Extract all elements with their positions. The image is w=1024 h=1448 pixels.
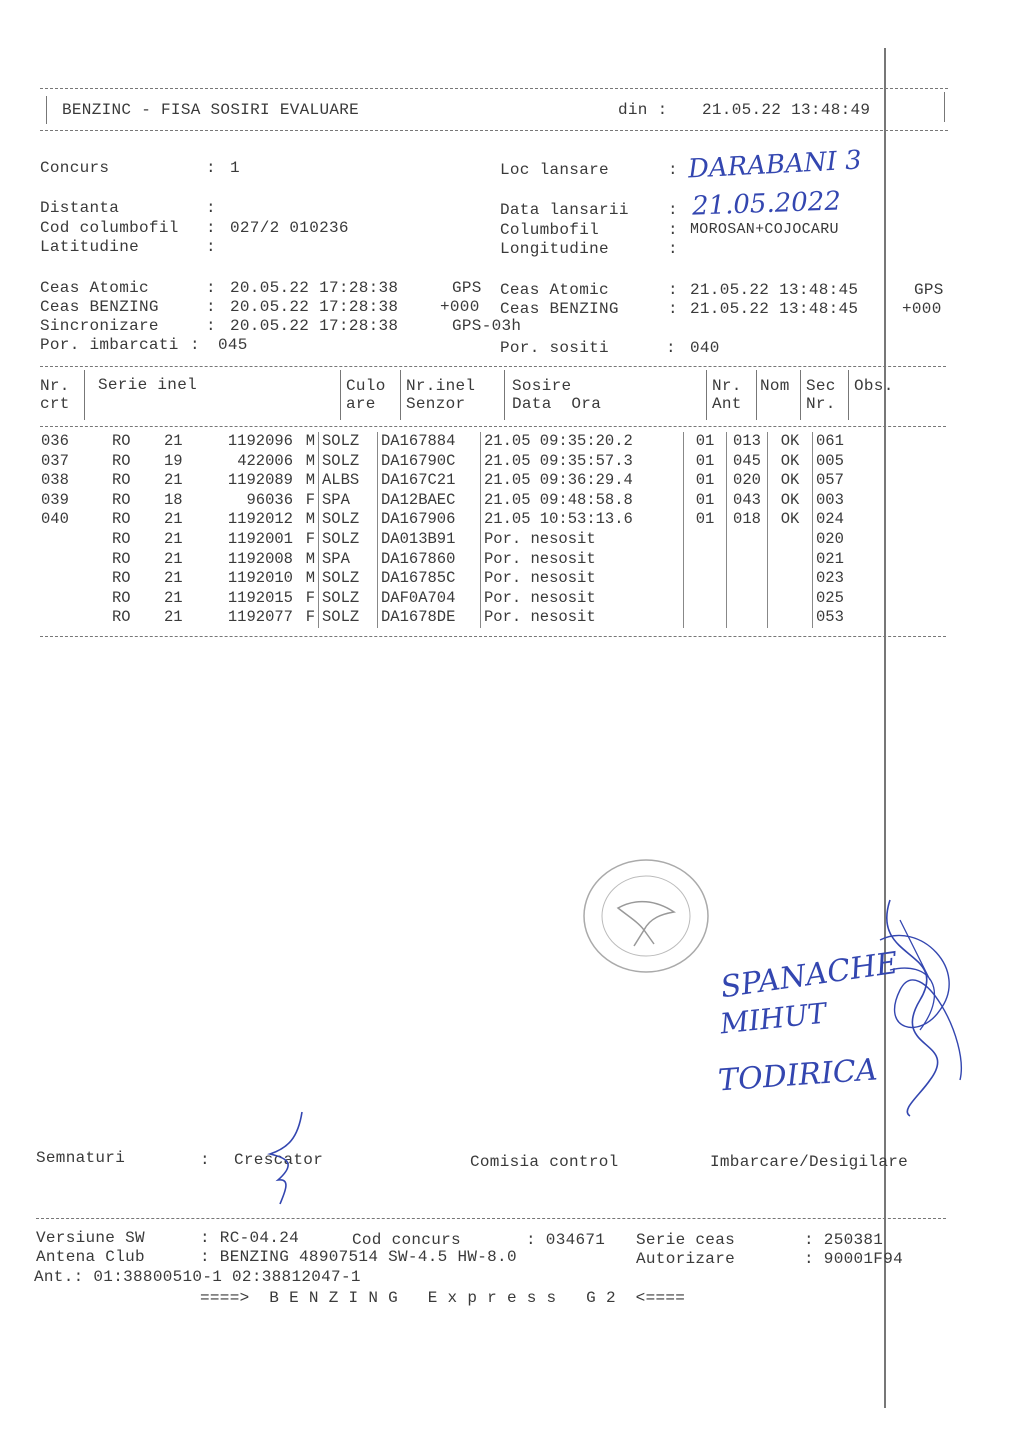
cell-an: 21 [164, 510, 183, 529]
cell-nom: 043 [727, 491, 768, 511]
cell-sec: OK [768, 491, 813, 511]
cell-sex: M [305, 451, 315, 470]
th-nom: Nom [760, 377, 790, 395]
cell-nr [38, 550, 84, 570]
por-imbarcati-label: Por. imbarcati [40, 336, 179, 354]
cell-obs: 005 [813, 452, 860, 472]
cell-an: 21 [164, 432, 183, 450]
cell-sec: OK [768, 452, 813, 472]
crescator-signature [258, 1108, 318, 1208]
table-row [38, 530, 859, 550]
columbofil-sep: : [668, 221, 678, 239]
th-nr-crt: Nr. crt [40, 377, 70, 413]
cell-sex: M [305, 549, 315, 568]
table-row [38, 491, 859, 511]
ant-line: Ant.: 01:38800510-1 02:38812047-1 [34, 1268, 361, 1286]
por-sositi-label: Por. sositi [500, 339, 609, 357]
cell-ant [684, 608, 727, 628]
cell-numar: 96036 [246, 490, 293, 509]
concurs-sep: : [206, 159, 216, 177]
cell-senzor: DA16790C [378, 452, 481, 472]
cell-an: 21 [164, 529, 183, 548]
cell-sex: M [305, 432, 315, 450]
cell-sex: M [305, 569, 315, 588]
cell-ant: 01 [684, 452, 727, 472]
serie-ceas-value: : 250381 [804, 1231, 884, 1249]
cell-senzor: DA167906 [378, 510, 481, 530]
columbofil-value: MOROSAN+COJOCARU [690, 221, 839, 238]
cell-obs: 025 [813, 589, 860, 609]
cell-sosire: Por. nesosit [481, 608, 684, 628]
handwritten-name-3: TODIRICA [716, 1052, 879, 1099]
table-row [38, 589, 859, 609]
table-row [38, 550, 859, 570]
cell-an: 21 [164, 588, 183, 607]
cell-culoare: SOLZ [319, 589, 378, 609]
por-sositi-value: 040 [690, 339, 720, 357]
cell-tara: RO [112, 588, 131, 607]
data-lansarii-sep: : [668, 201, 678, 219]
cell-ant: 01 [684, 432, 727, 452]
cell-sosire: 21.05 09:36:29.4 [481, 471, 684, 491]
cell-nom [727, 608, 768, 628]
latitudine-label: Latitudine [40, 238, 140, 256]
ceas-benzing-right-value: 21.05.22 13:48:45 [690, 300, 859, 318]
committee-signature [860, 880, 980, 1120]
cell-nr: 036 [41, 432, 69, 450]
handwritten-name-2: MIHUT [718, 996, 828, 1041]
cell-culoare: SOLZ [319, 452, 378, 472]
cell-culoare: SOLZ [319, 608, 378, 628]
cell-sec [768, 569, 813, 589]
distanta-label: Distanta [40, 199, 120, 217]
data-lansarii-handwritten: 21.05.2022 [691, 186, 842, 222]
cell-numar: 1192008 [227, 549, 293, 568]
cell-sex: F [305, 588, 315, 607]
sincronizare-suffix: GPS-03h [452, 317, 522, 335]
th-sec: Sec Nr. [806, 377, 836, 413]
cell-ant: 01 [684, 471, 727, 491]
handwritten-name-1: SPANACHE [718, 945, 901, 1006]
cell-senzor: DA167884 [378, 432, 481, 452]
cell-senzor: DAF0A704 [378, 589, 481, 609]
ceas-atomic-right-label: Ceas Atomic [500, 281, 609, 299]
cell-nom: 020 [727, 471, 768, 491]
sincronizare-value: 20.05.22 17:28:38 [230, 317, 399, 335]
header-border-top [40, 88, 948, 89]
cell-nr [38, 530, 84, 550]
sincronizare-label: Sincronizare [40, 317, 159, 335]
cell-ant: 01 [684, 491, 727, 511]
cell-sec [768, 608, 813, 628]
cell-sosire: 21.05 09:35:20.2 [481, 432, 684, 452]
cell-tara: RO [112, 510, 131, 529]
cell-nr [38, 608, 84, 628]
cell-culoare: SPA [319, 491, 378, 511]
cell-ant: 01 [684, 510, 727, 530]
header-border-right [944, 92, 945, 122]
cell-obs: 024 [813, 510, 860, 530]
cell-numar: 1192089 [227, 471, 293, 490]
ceas-atomic-left-label: Ceas Atomic [40, 279, 149, 297]
document-title: BENZINC - FISA SOSIRI EVALUARE [62, 101, 360, 119]
cell-nom [727, 550, 768, 570]
cell-senzor: DA167C21 [378, 471, 481, 491]
th-culoare: Culo are [346, 377, 386, 413]
table-bottom-rule [40, 636, 946, 637]
cell-obs: 003 [813, 491, 860, 511]
cell-culoare: SOLZ [319, 432, 378, 452]
loc-lansare-handwritten: DARABANI 3 [687, 145, 863, 185]
cell-senzor: DA1678DE [378, 608, 481, 628]
cell-senzor: DA12BAEC [378, 491, 481, 511]
cell-ant [684, 589, 727, 609]
cell-tara: RO [112, 471, 131, 490]
table-row [38, 608, 859, 628]
cell-tara: RO [112, 529, 131, 548]
cell-culoare: SOLZ [319, 510, 378, 530]
cell-sosire: Por. nesosit [481, 530, 684, 550]
ceas-atomic-left-suffix: GPS [452, 279, 482, 297]
ceas-benzing-left-suffix: +000 [440, 298, 480, 316]
cell-numar: 1192010 [227, 569, 293, 588]
cell-numar: 1192001 [227, 529, 293, 548]
cell-senzor: DA16785C [378, 569, 481, 589]
cell-sex: F [305, 490, 315, 509]
table-row [38, 452, 859, 472]
semnaturi-label: Semnaturi [36, 1149, 126, 1167]
table-header-rule [40, 426, 946, 427]
cell-an: 21 [164, 549, 183, 568]
cell-numar: 1192096 [227, 432, 293, 450]
distanta-sep: : [206, 199, 216, 217]
versiune-sw-label: Versiune SW [36, 1229, 145, 1247]
cell-culoare: SOLZ [319, 569, 378, 589]
club-stamp [578, 854, 718, 982]
cell-sec [768, 530, 813, 550]
cell-tara: RO [112, 569, 131, 588]
cell-numar: 422006 [237, 451, 293, 470]
cell-nr [38, 589, 84, 609]
cell-sec [768, 550, 813, 570]
cell-sex: F [305, 529, 315, 548]
scan-artifact-line [884, 48, 886, 1408]
th-obs: Obs. [854, 377, 894, 395]
th-sosire: Sosire Data Ora [512, 377, 602, 413]
cell-sosire: Por. nesosit [481, 569, 684, 589]
arrivals-table [38, 432, 859, 628]
cell-numar: 1192015 [227, 588, 293, 607]
serie-ceas-label: Serie ceas [636, 1231, 736, 1249]
cell-sex: F [305, 608, 315, 627]
ceas-atomic-right-value: 21.05.22 13:48:45 [690, 281, 859, 299]
ceas-benzing-right-suffix: +000 [902, 300, 942, 318]
cell-ant [684, 550, 727, 570]
cell-an: 21 [164, 608, 183, 627]
por-imbarcati-value: 045 [218, 336, 248, 354]
cell-sex: M [305, 471, 315, 490]
autorizare-label: Autorizare [636, 1250, 736, 1268]
antena-club-value: : BENZING 48907514 SW-4.5 HW-8.0 [200, 1248, 517, 1266]
cell-sec [768, 589, 813, 609]
cell-sosire: 21.05 10:53:13.6 [481, 510, 684, 530]
cell-an: 21 [164, 471, 183, 490]
cod-columbofil-label: Cod columbofil [40, 219, 179, 237]
cod-columbofil-sep: : [206, 219, 216, 237]
din-value: 21.05.22 13:48:49 [702, 101, 871, 119]
cell-sec: OK [768, 510, 813, 530]
cell-nom: 045 [727, 452, 768, 472]
th-serie-inel: Serie inel [98, 376, 198, 394]
cell-obs: 020 [813, 530, 860, 550]
cell-numar: 1192012 [227, 510, 293, 529]
cell-tara: RO [112, 490, 131, 509]
cell-tara: RO [112, 432, 131, 450]
cell-nom: 013 [727, 432, 768, 452]
cell-an: 21 [164, 569, 183, 588]
cell-tara: RO [112, 451, 131, 470]
concurs-label: Concurs [40, 159, 110, 177]
cell-sosire: Por. nesosit [481, 589, 684, 609]
cell-culoare: SPA [319, 550, 378, 570]
longitudine-sep: : [668, 240, 678, 258]
cell-sec: OK [768, 432, 813, 452]
comisia-control-label: Comisia control [470, 1153, 619, 1171]
cell-an: 18 [164, 490, 183, 509]
cell-obs: 023 [813, 569, 860, 589]
cell-nr: 040 [41, 510, 69, 529]
cell-tara: RO [112, 549, 131, 568]
cell-obs: 053 [813, 608, 860, 628]
ceas-benzing-left-label: Ceas BENZING [40, 298, 159, 316]
benzing-brand-line: ====> B E N Z I N G E x p r e s s G 2 <==== [200, 1289, 686, 1307]
header-border-bottom [40, 130, 948, 131]
cell-an: 19 [164, 451, 183, 470]
cell-sosire: 21.05 09:35:57.3 [481, 452, 684, 472]
table-row [38, 471, 859, 491]
cell-sosire: 21.05 09:48:58.8 [481, 491, 684, 511]
cell-culoare: ALBS [319, 471, 378, 491]
semnaturi-sep: : [200, 1151, 210, 1169]
latitudine-sep: : [206, 238, 216, 256]
antena-club-label: Antena Club [36, 1248, 145, 1266]
footer-rule [36, 1218, 946, 1219]
th-ant: Nr. Ant [712, 377, 742, 413]
cell-ant [684, 569, 727, 589]
versiune-sw-value: : RC-04.24 [200, 1229, 300, 1247]
cell-numar: 1192077 [227, 608, 293, 627]
cell-sosire: Por. nesosit [481, 550, 684, 570]
cell-tara: RO [112, 608, 131, 627]
cell-nom [727, 530, 768, 550]
columbofil-label: Columbofil [500, 221, 600, 239]
cod-columbofil-value: 027/2 010236 [230, 219, 349, 237]
cell-ant [684, 530, 727, 550]
cell-nr: 037 [41, 451, 69, 470]
concurs-value: 1 [230, 159, 240, 177]
ceas-atomic-right-suffix: GPS [914, 281, 944, 299]
table-row [38, 432, 859, 452]
cell-nr: 038 [41, 471, 69, 490]
cod-concurs-value: : 034671 [526, 1231, 606, 1249]
cell-obs: 021 [813, 550, 860, 570]
cell-sec: OK [768, 471, 813, 491]
th-senzor: Nr.inel Senzor [406, 377, 476, 413]
autorizare-value: : 90001F94 [804, 1250, 904, 1268]
table-top-rule [40, 366, 946, 367]
header-border-left [46, 96, 47, 124]
cell-nom [727, 589, 768, 609]
longitudine-label: Longitudine [500, 240, 609, 258]
cell-senzor: DA013B91 [378, 530, 481, 550]
crescator-label: Crescator [234, 1151, 324, 1169]
cell-sex: M [305, 510, 315, 529]
cell-nr [38, 569, 84, 589]
cell-obs: 061 [813, 432, 860, 452]
loc-lansare-label: Loc lansare [500, 161, 609, 179]
cod-concurs-label: Cod concurs [352, 1231, 461, 1249]
cell-culoare: SOLZ [319, 530, 378, 550]
ceas-atomic-left-value: 20.05.22 17:28:38 [230, 279, 399, 297]
cell-senzor: DA167860 [378, 550, 481, 570]
cell-obs: 057 [813, 471, 860, 491]
data-lansarii-label: Data lansarii [500, 201, 629, 219]
imbarcare-label: Imbarcare/Desigilare [710, 1153, 909, 1171]
ceas-benzing-right-label: Ceas BENZING [500, 300, 619, 318]
cell-nr: 039 [41, 490, 69, 509]
din-label: din : [618, 101, 668, 119]
table-row [38, 569, 859, 589]
ceas-benzing-left-value: 20.05.22 17:28:38 [230, 298, 399, 316]
table-row [38, 510, 859, 530]
loc-lansare-sep: : [668, 161, 678, 179]
cell-nom [727, 569, 768, 589]
cell-nom: 018 [727, 510, 768, 530]
